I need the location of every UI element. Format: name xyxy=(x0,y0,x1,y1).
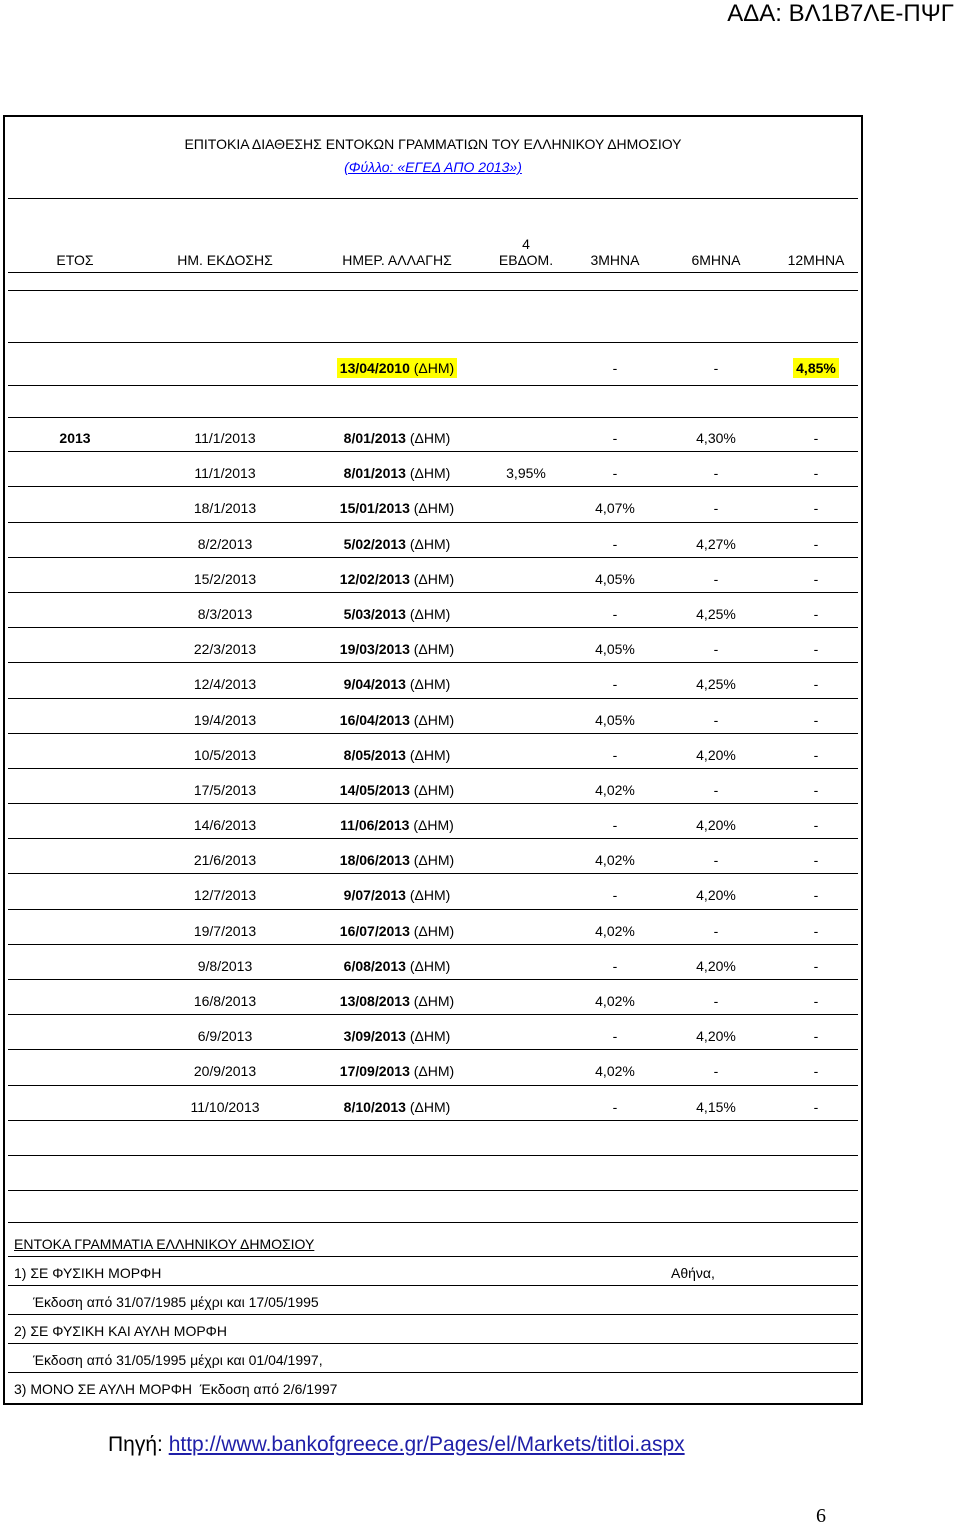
table-title: ΕΠΙΤΟΚΙΑ ΔΙΑΘΕΣΗΣ ΕΝΤΟΚΩΝ ΓΡΑΜΜΑΤΙΩΝ ΤΟΥ ΕΛΛΗΝΙΚΟΥ ΔΗΜΟΣΙΟΥ xyxy=(184,136,682,152)
source-line xyxy=(108,1432,685,1458)
m3-rate-cell: - xyxy=(612,1098,618,1115)
m3-rate-cell: - xyxy=(612,1028,618,1045)
m6-rate-cell: 4,15% xyxy=(696,1098,736,1115)
issue-date-cell: 17/5/2013 xyxy=(193,781,257,798)
empty-row xyxy=(5,1156,861,1191)
m3-rate-cell: - xyxy=(612,535,618,552)
change-date: 16/04/2013 xyxy=(339,711,410,728)
m6-rate-cell: - xyxy=(713,1063,719,1080)
table-subtitle-link[interactable]: (Φύλλο: «ΕΓΕΔ ΑΠΟ 2013») xyxy=(344,159,522,175)
table-row xyxy=(5,417,861,452)
change-date-cell xyxy=(307,747,487,763)
change-date: 18/06/2013 xyxy=(339,852,410,869)
change-tag: (ΔΗΜ) xyxy=(409,535,451,552)
table-row xyxy=(5,910,861,945)
change-tag: (ΔΗΜ) xyxy=(413,641,455,658)
row-divider xyxy=(8,1222,858,1223)
row-divider xyxy=(8,198,858,199)
change-tag: (ΔΗΜ) xyxy=(413,852,455,869)
header-12-months: 12ΜΗΝΑ xyxy=(787,252,845,268)
header-issue-date: ΗΜ. ΕΚΔΟΣΗΣ xyxy=(177,252,273,268)
change-date-cell xyxy=(307,712,487,728)
table-subtitle-row xyxy=(5,158,861,176)
table-row xyxy=(5,523,861,558)
m6-rate-cell: - xyxy=(713,993,719,1009)
change-date: 8/01/2013 xyxy=(343,465,406,482)
m12-rate-cell: - xyxy=(813,711,819,728)
issue-date-cell: 11/10/2013 xyxy=(190,1098,260,1115)
highlighted-change-date: 13/04/2010 xyxy=(339,360,410,376)
header-year: ΕΤΟΣ xyxy=(56,252,94,268)
m3-rate-cell: 4,05% xyxy=(595,570,635,587)
row-divider xyxy=(8,385,858,386)
note-item-1-issue: Έκδοση από 31/07/1985 μέχρι και 17/05/1995 xyxy=(33,1294,319,1310)
change-date: 11/06/2013 xyxy=(340,817,410,834)
change-date-cell xyxy=(307,676,487,692)
source-label: Πηγή: xyxy=(108,1433,163,1456)
change-tag: (ΔΗΜ) xyxy=(409,887,451,904)
m6-rate-cell: 4,20% xyxy=(696,817,736,834)
change-tag: (ΔΗΜ) xyxy=(409,1028,451,1045)
header-weeks4-number: 4 xyxy=(522,236,530,252)
m6-rate-cell: - xyxy=(713,500,719,517)
header-weeks4-label: ΕΒΔΟΜ. xyxy=(498,252,554,268)
source-url-link[interactable]: http://www.bankofgreece.gr/Pages/el/Markets/titloi.aspx xyxy=(168,1433,685,1456)
issue-date-cell: 6/9/2013 xyxy=(197,1028,253,1045)
m12-rate-cell: - xyxy=(813,1028,819,1045)
change-date-cell xyxy=(307,817,487,833)
note-item-3: 3) ΜΟΝΟ ΣΕ ΑΥΛΗ ΜΟΡΦΗ xyxy=(14,1381,193,1397)
issue-date-cell: 9/8/2013 xyxy=(197,957,253,974)
weeks4-rate-cell: 3,95% xyxy=(506,465,546,482)
m3-rate-cell: - xyxy=(612,676,618,693)
m12-rate-cell: - xyxy=(813,676,819,693)
m6-rate-cell: 4,20% xyxy=(696,887,736,904)
m3-rate-cell: 4,02% xyxy=(595,993,635,1009)
table-row xyxy=(5,734,861,769)
notes-heading: ΕΝΤΟΚΑ ΓΡΑΜΜΑΤΙΑ ΕΛΛΗΝΙΚΟΥ ΔΗΜΟΣΙΟΥ xyxy=(14,1236,315,1252)
m6-rate-cell: 4,20% xyxy=(696,1028,736,1045)
change-date-cell xyxy=(307,500,487,516)
change-date-cell xyxy=(307,887,487,903)
document-id: ΑΔΑ: ΒΛ1Β7ΛΕ-ΠΨΓ xyxy=(727,0,954,27)
header-3-months: 3ΜΗΝΑ xyxy=(590,252,640,268)
m6-rate-cell: - xyxy=(713,711,719,728)
m3-rate-cell: - xyxy=(612,465,618,482)
m6-rate-cell: 4,27% xyxy=(696,535,736,552)
m6-rate-cell: - xyxy=(713,465,719,482)
issue-date-cell: 22/3/2013 xyxy=(193,641,257,658)
header-6-months: 6ΜΗΝΑ xyxy=(691,252,741,268)
change-date-cell xyxy=(307,923,487,939)
change-date: 8/05/2013 xyxy=(343,746,406,763)
note-row xyxy=(5,1257,861,1286)
note-item-2-issue: Έκδοση από 31/05/1995 μέχρι και 01/04/1997, xyxy=(33,1352,323,1368)
data-rows xyxy=(5,417,861,1121)
m12-rate-cell: - xyxy=(813,993,819,1009)
m12-rate-cell: - xyxy=(813,957,819,974)
m3-rate-cell: 4,05% xyxy=(595,641,635,658)
change-tag: (ΔΗΜ) xyxy=(413,781,455,798)
m12-rate-cell: - xyxy=(813,852,819,869)
m3-rate-cell: 4,05% xyxy=(595,711,635,728)
m3-rate-cell: 4,02% xyxy=(595,852,635,869)
change-date: 12/02/2013 xyxy=(339,570,410,587)
change-date-cell xyxy=(307,430,487,446)
change-date: 5/03/2013 xyxy=(343,605,406,622)
m12-rate-cell: - xyxy=(813,500,819,517)
m12-rate-cell: - xyxy=(813,922,819,939)
change-date-cell xyxy=(307,852,487,868)
change-date-cell xyxy=(307,641,487,657)
highlighted-change-cell xyxy=(307,360,487,376)
m3-rate-cell: 4,07% xyxy=(595,500,635,517)
change-date: 14/05/2013 xyxy=(339,781,410,798)
notes-section xyxy=(5,1228,861,1402)
header-change-date: ΗΜΕΡ. ΑΛΛΑΓΗΣ xyxy=(342,252,452,268)
change-date: 6/08/2013 xyxy=(343,957,406,974)
m12-rate-cell: - xyxy=(813,465,819,482)
change-date-cell xyxy=(307,571,487,587)
m12-rate-cell: - xyxy=(813,605,819,622)
issue-date-cell: 12/7/2013 xyxy=(193,887,257,904)
table-row xyxy=(5,452,861,487)
note-item-1: 1) ΣΕ ΦΥΣΙΚΗ ΜΟΡΦΗ xyxy=(14,1265,162,1281)
m6-rate-cell: 4,30% xyxy=(696,430,736,446)
change-date-cell xyxy=(307,606,487,622)
row-divider xyxy=(8,290,858,291)
change-date: 8/01/2013 xyxy=(343,430,406,446)
note-place: Αθήνα, xyxy=(671,1265,715,1281)
change-tag: (ΔΗΜ) xyxy=(413,922,455,939)
change-date-cell xyxy=(307,1063,487,1079)
m6-rate-cell: 4,25% xyxy=(696,605,736,622)
table-row xyxy=(5,663,861,698)
highlighted-m12-cell xyxy=(781,360,851,376)
table-row xyxy=(5,980,861,1015)
table-row xyxy=(5,593,861,628)
note-row xyxy=(5,1286,861,1315)
m12-rate-cell: - xyxy=(813,887,819,904)
change-date-cell xyxy=(307,1099,487,1115)
m3-rate-cell: - xyxy=(612,887,618,904)
m6-rate-cell: 4,20% xyxy=(696,746,736,763)
m12-rate-cell: - xyxy=(813,781,819,798)
change-date-cell xyxy=(307,536,487,552)
issue-date-cell: 15/2/2013 xyxy=(193,570,257,587)
m12-rate-cell: - xyxy=(813,641,819,658)
change-tag: (ΔΗΜ) xyxy=(409,1098,451,1115)
table-row xyxy=(5,874,861,909)
table-row xyxy=(5,1015,861,1050)
change-tag: (ΔΗΜ) xyxy=(413,570,455,587)
highlighted-m12-rate: 4,85% xyxy=(793,358,839,378)
change-tag: (ΔΗΜ) xyxy=(413,1063,455,1080)
note-item-3-issue: Έκδοση από 2/6/1997 xyxy=(199,1381,338,1397)
change-tag: (ΔΗΜ) xyxy=(413,711,455,728)
empty-rows xyxy=(5,1121,861,1191)
change-date-cell xyxy=(307,782,487,798)
m12-rate-cell: - xyxy=(813,535,819,552)
change-date: 19/03/2013 xyxy=(339,641,410,658)
change-date: 15/01/2013 xyxy=(339,500,410,517)
change-date: 5/02/2013 xyxy=(343,535,406,552)
table-row xyxy=(5,699,861,734)
row-divider xyxy=(8,272,858,273)
change-date: 17/09/2013 xyxy=(339,1063,410,1080)
m12-rate-cell: - xyxy=(813,817,819,834)
m3-rate-cell: 4,02% xyxy=(595,781,635,798)
change-date-cell xyxy=(307,465,487,481)
m12-rate-cell: - xyxy=(813,570,819,587)
issue-date-cell: 16/8/2013 xyxy=(193,993,257,1009)
change-tag: (ΔΗΜ) xyxy=(409,465,451,482)
note-row xyxy=(5,1373,861,1402)
change-tag: (ΔΗΜ) xyxy=(409,676,451,693)
issue-date-cell: 11/1/2013 xyxy=(194,465,256,482)
m12-rate-cell: - xyxy=(813,1098,819,1115)
change-tag: (ΔΗΜ) xyxy=(413,817,454,834)
m6-rate-cell: - xyxy=(713,781,719,798)
change-tag: (ΔΗΜ) xyxy=(413,993,455,1009)
m6-rate-cell: 4,25% xyxy=(696,676,736,693)
m6-rate-cell: - xyxy=(713,641,719,658)
m3-rate-cell: 4,02% xyxy=(595,922,635,939)
page-number: 6 xyxy=(816,1505,826,1527)
row-divider xyxy=(8,342,858,343)
issue-date-cell: 19/7/2013 xyxy=(193,922,257,939)
m3-rate-cell: - xyxy=(612,605,618,622)
m3-rate-cell: - xyxy=(612,817,618,834)
change-date: 16/07/2013 xyxy=(339,922,410,939)
m6-rate-cell: - xyxy=(713,570,719,587)
issue-date-cell: 12/4/2013 xyxy=(193,676,257,693)
m3-rate-cell: - xyxy=(612,430,618,446)
issue-date-cell: 19/4/2013 xyxy=(193,711,257,728)
highlighted-m3-cell: - xyxy=(612,360,618,376)
issue-date-cell: 18/1/2013 xyxy=(193,500,257,517)
change-date: 9/04/2013 xyxy=(343,676,406,693)
issue-date-cell: 21/6/2013 xyxy=(193,852,257,869)
m12-rate-cell: - xyxy=(813,746,819,763)
rates-table xyxy=(3,115,863,1405)
issue-date-cell: 8/2/2013 xyxy=(197,535,253,552)
table-row xyxy=(5,945,861,980)
table-row xyxy=(5,769,861,804)
table-row xyxy=(5,1050,861,1085)
note-row xyxy=(5,1344,861,1373)
table-row xyxy=(5,1086,861,1121)
table-row xyxy=(5,839,861,874)
table-row xyxy=(5,487,861,522)
change-date-cell xyxy=(307,1028,487,1044)
table-row xyxy=(5,804,861,839)
m12-rate-cell: - xyxy=(813,430,819,446)
highlight-marker xyxy=(337,358,457,378)
m6-rate-cell: 4,20% xyxy=(696,957,736,974)
highlighted-change-tag: (ΔΗΜ) xyxy=(413,360,455,376)
change-date-cell xyxy=(307,993,487,1009)
m6-rate-cell: - xyxy=(713,922,719,939)
change-tag: (ΔΗΜ) xyxy=(409,430,451,446)
m3-rate-cell: - xyxy=(612,957,618,974)
change-date: 13/08/2013 xyxy=(339,993,410,1009)
issue-date-cell: 11/1/2013 xyxy=(194,430,256,446)
change-date-cell xyxy=(307,958,487,974)
note-item-2: 2) ΣΕ ΦΥΣΙΚΗ ΚΑΙ ΑΥΛΗ ΜΟΡΦΗ xyxy=(14,1323,227,1339)
issue-date-cell: 8/3/2013 xyxy=(197,605,253,622)
m3-rate-cell: - xyxy=(612,746,618,763)
note-item-3-line xyxy=(14,1381,337,1397)
issue-date-cell: 20/9/2013 xyxy=(193,1063,257,1080)
change-date: 8/10/2013 xyxy=(343,1098,406,1115)
m12-rate-cell: - xyxy=(813,1063,819,1080)
table-row xyxy=(5,558,861,593)
table-row xyxy=(5,628,861,663)
note-row xyxy=(5,1315,861,1344)
change-tag: (ΔΗΜ) xyxy=(413,500,455,517)
change-tag: (ΔΗΜ) xyxy=(409,957,451,974)
note-row xyxy=(5,1228,861,1257)
change-date: 3/09/2013 xyxy=(343,1028,406,1045)
issue-date-cell: 14/6/2013 xyxy=(193,817,257,834)
change-date: 9/07/2013 xyxy=(343,887,406,904)
change-tag: (ΔΗΜ) xyxy=(409,746,451,763)
issue-date-cell: 10/5/2013 xyxy=(193,746,257,763)
highlighted-m6-cell: - xyxy=(713,360,719,376)
year-cell: 2013 xyxy=(59,430,91,446)
empty-row xyxy=(5,1121,861,1156)
m6-rate-cell: - xyxy=(713,852,719,869)
change-tag: (ΔΗΜ) xyxy=(409,605,451,622)
m3-rate-cell: 4,02% xyxy=(595,1063,635,1080)
